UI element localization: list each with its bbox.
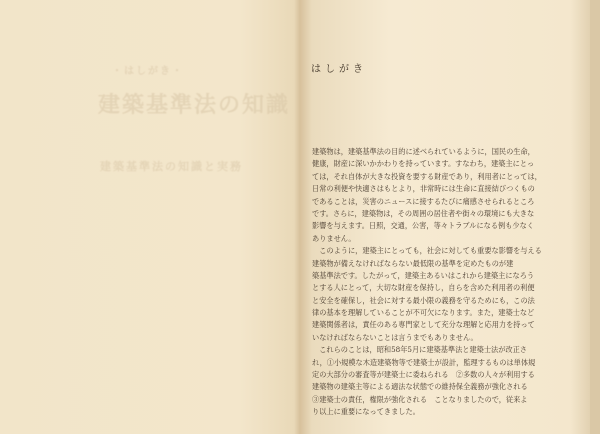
left-page [0,0,298,434]
text-line: 建築関係者は，責任のある専門家として充分な理解と応用力を持って [312,320,535,330]
text-line: ③建築士の責任，権限が強化される ことなりましたので，従来よ [312,394,528,404]
text-line: 定の大部分の審査等が建築士に委ねられる ②多数の人々が利用する [312,370,535,380]
text-line: です。さらに，建築物は，その周囲の居住者や街々の環境にも大きな [312,208,535,218]
text-line: 日常の利便や快適さはもとより，非常時には生命に直接結びつくもの [312,184,535,194]
text-line: 律の基本を理解していることが不可欠になります。また，建築士など [312,308,535,318]
text-line: このように，建築主にとっても，社会に対しても重要な影響を与える [312,246,542,256]
text-line: ありません。 [312,233,356,243]
text-line: これらのことは，昭和58年5月に建築基準法と建築士法が改正さ [312,345,527,355]
text-line: り以上に重要になってきました。 [312,407,420,417]
text-line: いなければならないことは言うまでもありません。 [312,332,478,342]
text-line: であることは，災害のニュースに接するたびに痛感させられるところ [312,196,535,206]
text-line: とする人にとって，大切な財産を保持し，自らを含めた利用者の利便 [312,283,535,293]
text-line: れ，①小規模な木造建築物等で建築士が設計，監理するものは単体規 [312,357,536,367]
text-line: ては，それ自体が大きな投資を要する財産であり，利用者にとっては， [312,171,542,181]
text-line: と安全を確保し，社会に対する最小限の義務を守るためにも，この法 [312,295,535,305]
text-line: 建築物の建築主等による適法な状態での維持保全義務が強化される [312,382,528,392]
page-heading: はしがき [311,64,367,75]
body-text [312,146,562,419]
text-line: 建築物が備えなければならない最低限の基準を定めたものが建 [312,258,514,268]
show-through-subtitle: 建築基準法の知識と実務 [100,160,243,173]
show-through-title: 建築基準法の知識 [98,92,291,118]
page-stack-edge [590,0,600,434]
text-line: 健康，財産に深いかかわりを持っています。すなわち，建築主にとっ [312,159,535,169]
text-line: 影響を与えます。日照，交通，公害，等々トラブルになる例も少なく [312,221,534,231]
show-through-top-text: ・はしがき・ [112,66,184,77]
text-line: 建築物は，建築基準法の目的に述べられているように，国民の生命， [312,147,535,156]
text-line: 築基準法です。したがって，建築主あるいはこれから建築主になろう [312,270,535,280]
